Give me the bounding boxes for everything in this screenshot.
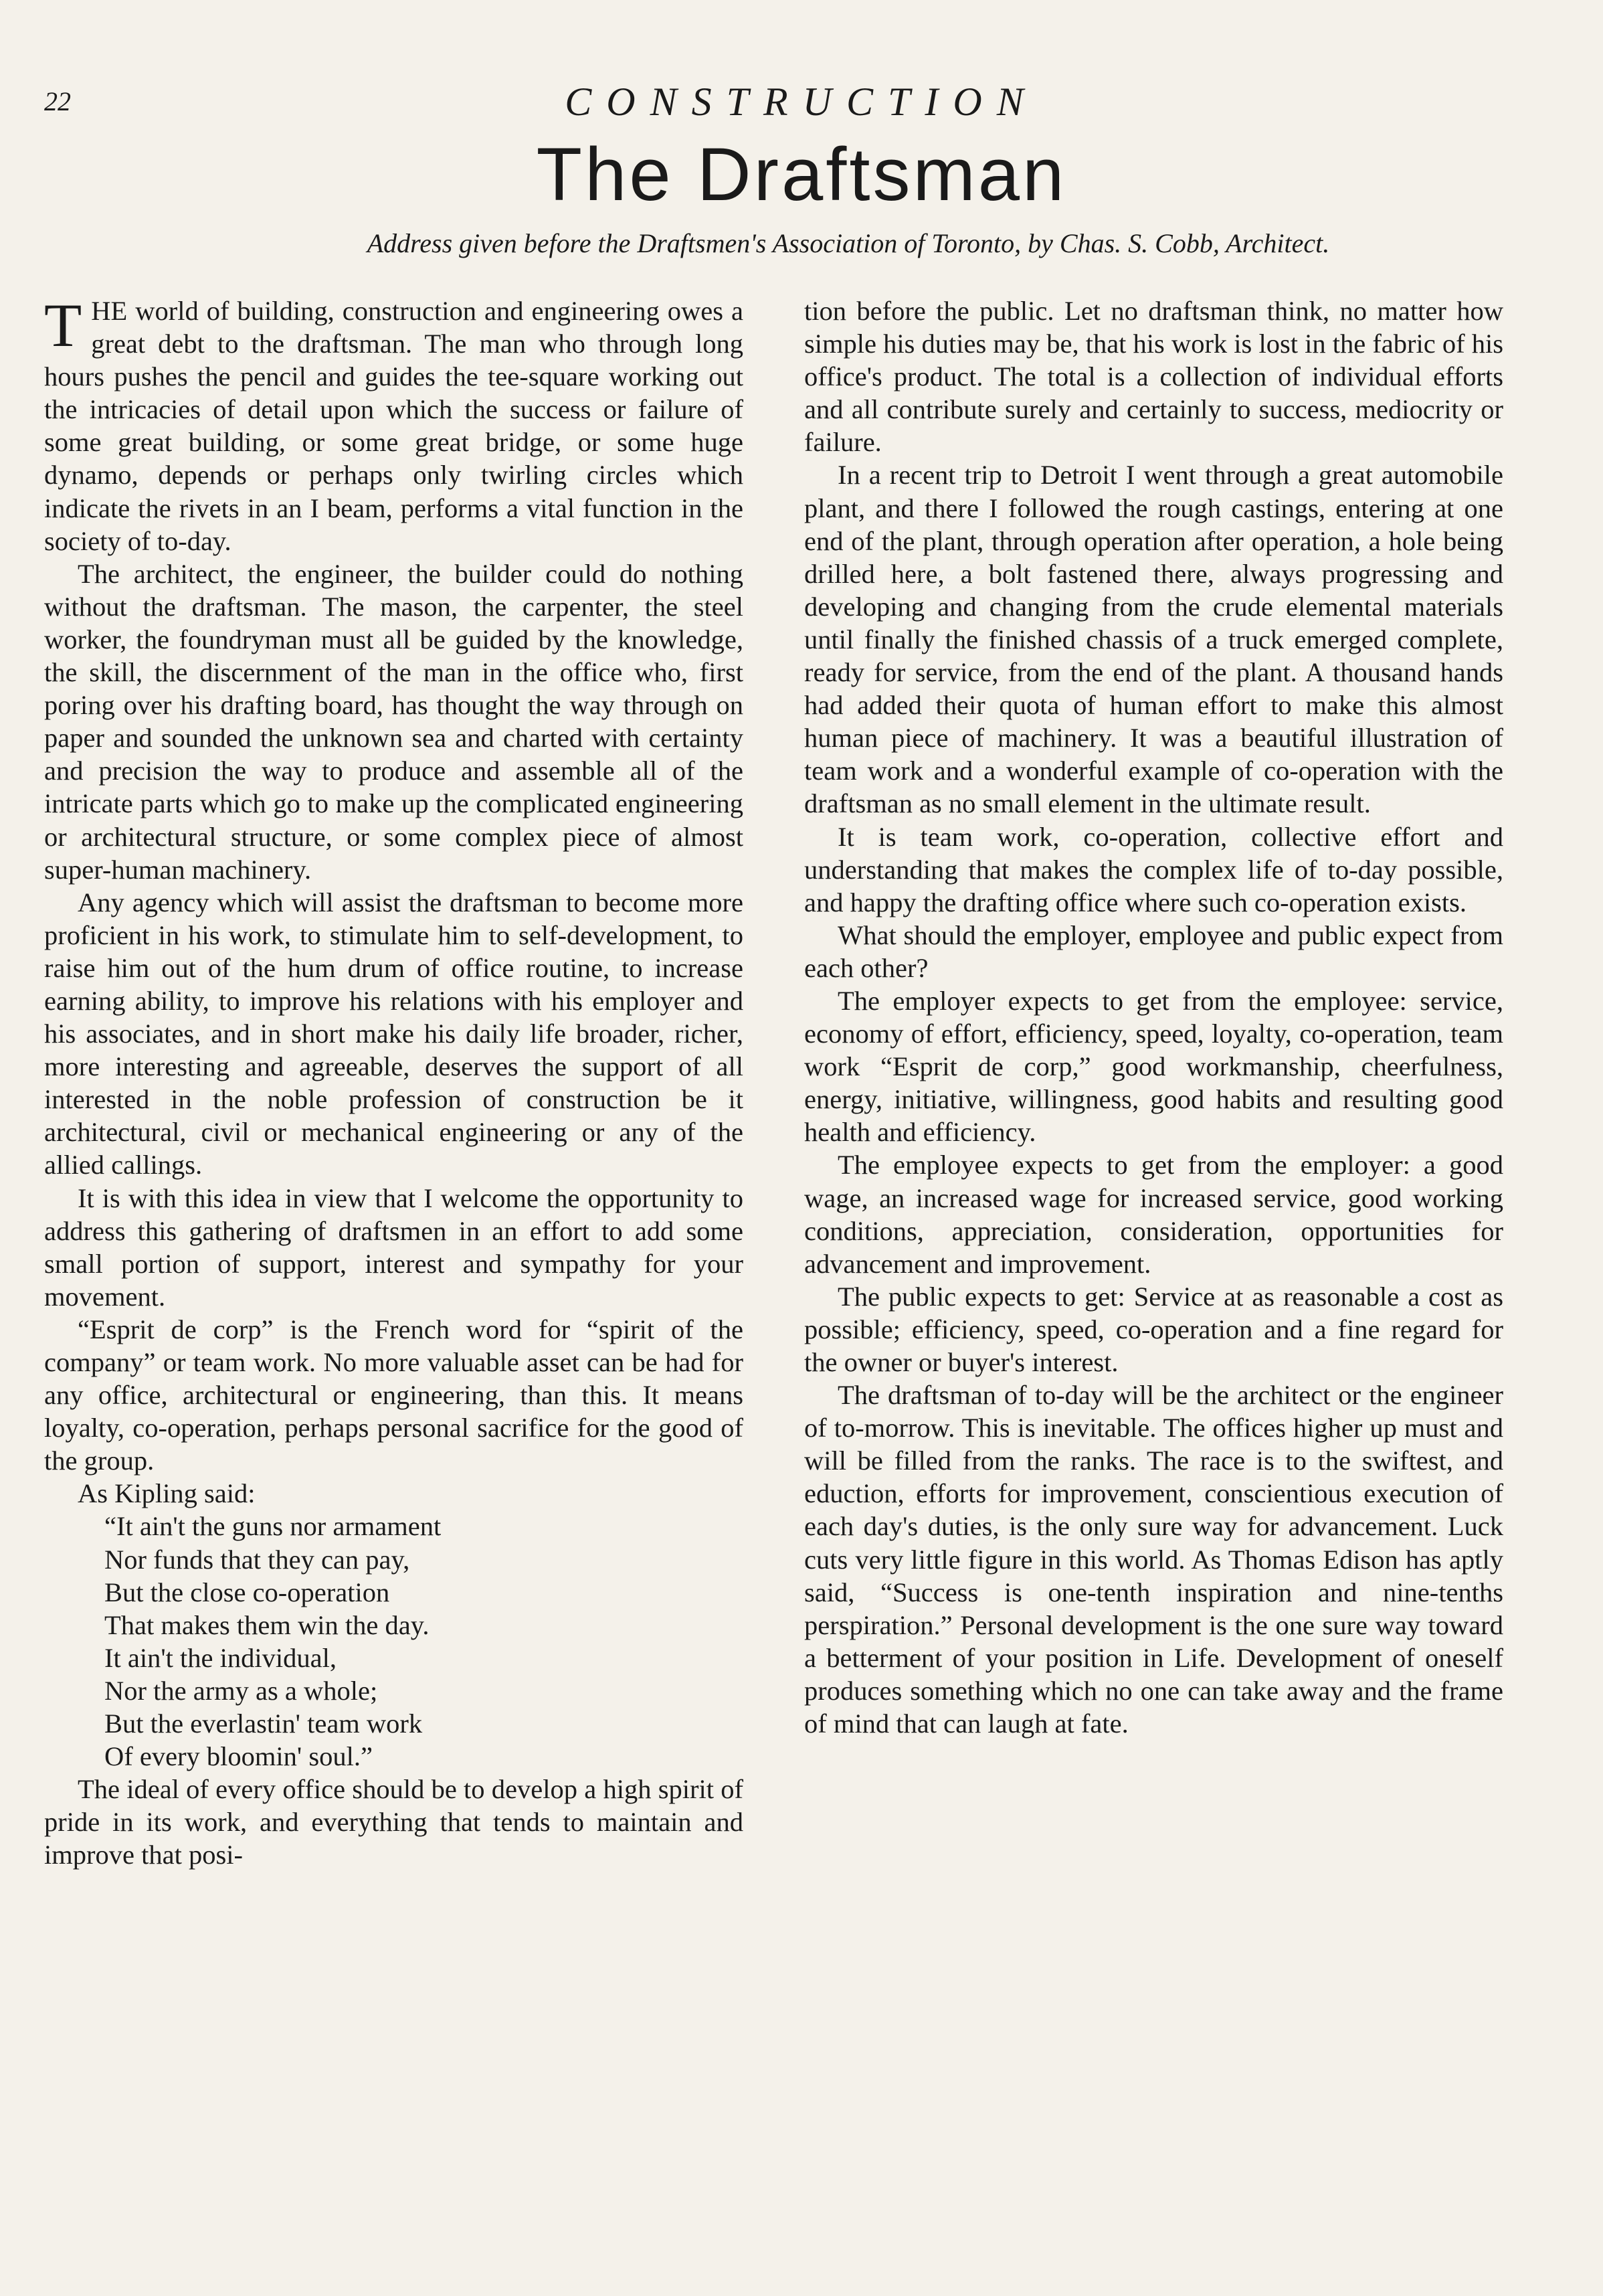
paragraph-employee: The employee expects to get from the employer: a good wage, an increased wage for increased service, good working conditions, appreciation, consideration, opportunities for advancement and improvement. [804,1150,1503,1279]
paragraph-1 [44,291,743,557]
paragraph-4: It is with this idea in view that I welcome the opportunity to address this gathering of draftsmen in an effort to add some small portion of support, interest and sympathy for your movement. [44,1182,743,1312]
kipling-poem [104,1510,743,1773]
paragraph-draftsman-future: The draftsman of to-day will be the architect or the engineer of to-morrow. This is inevitable. The offices higher up must and will be filled from the ranks. The race is to the swiftest, and eduction, efforts for improvement, conscientious execution of each day's duties, is the only sure way for advancement. Luck cuts very little figure in this world. As Thomas Edison has aptly said, “Success is one-tenth inspiration and nine-tenths perspiration.” Personal development is the one sure way toward a betterment of your position in Life. Development of oneself produces something which no one can take away and the frame of mind that can laugh at fate. [804,1380,1503,1739]
poem-line: It ain't the individual, [104,1642,337,1673]
paragraph-2: The architect, the engineer, the builder could do nothing without the draftsman. The mason, the carpenter, the steel worker, the foundryman must all be guided by the knowledge, the skill, the discernment of the man in the office who, first poring over his drafting board, has thought the way through on paper and sounded the unknown sea and charted with certainty and precision the way to produce and assemble all of the intricate parts which go to make up the complicated engineering or architectural structure, or some complex piece of almost super-human machinery. [44,558,743,885]
page-number: 22 [44,86,71,116]
paragraph-3: Any agency which will assist the draftsman to become more proficient in his work, to stimulate him to self-development, to raise him out of the hum drum of office routine, to increase earning ability, to improve his relations with his employer and his associates, and in short make his daily life broader, richer, more interesting and agreeable, deserves the support of all interested in the noble profession of construction be it architectural, civil or mechanical engineering or any of the allied callings. [44,887,743,1180]
poem-line: Nor the army as a whole; [104,1675,378,1706]
poem-line: Nor funds that they can pay, [104,1544,410,1575]
paragraph-1-text: HE world of building, construction and engineering owes a great debt to the draftsman. The man who through long hours pushes the pencil and guides the tee-square working out the intricacies of detail upon which the success or failure of some great building, or some great bridge, or some huge dynamo, depends or perhaps only twirling circles which indicate the rivets in an I beam, performs a vital function in the society of to-day. [44,296,743,556]
byline: Address given before the Draftsmen's Association of Toronto, by Chas. S. Cobb, Architect. [367,228,1330,258]
left-column [44,291,743,1872]
right-column [804,294,1503,1740]
running-head: CONSTRUCTION [565,80,1038,124]
paragraph-question: What should the employer, employee and public expect from each other? [804,919,1503,983]
poem-line: But the close co-operation [104,1577,390,1607]
paragraph-detroit: In a recent trip to Detroit I went through a great automobile plant, and there I followed the rough castings, entering at one end of the plant, through operation after operation, a hole being drilled here, a bolt fastened there, always progressing and developing and changing from the crude elemental materials until finally the finished chassis of a truck emerged complete, ready for service, from the end of the plant. A thousand hands had added their quota of human effort to make this almost human piece of machinery. It was a beautiful illustration of team work and a wonderful example of co-operation with the draftsman as no small element in the ultimate result. [804,460,1503,819]
poem-line: That makes them win the day. [104,1609,430,1640]
kipling-intro: As Kipling said: [78,1478,256,1509]
paragraph-team-work: It is team work, co-operation, collective effort and understanding that makes the complex life of to-day possible, and happy the drafting office where such co-operation exists. [804,821,1503,917]
paragraph-6: The ideal of every office should be to develop a high spirit of pride in its work, and everything that tends to maintain and improve that posi- [44,1774,743,1870]
article-title: The Draftsman [536,133,1067,216]
poem-line: But the everlastin' team work [104,1708,423,1739]
paragraph-employer: The employer expects to get from the employee: service, economy of effort, efficiency, speed, loyalty, co-operation, team work “Esprit de corp,” good workmanship, cheerfulness, energy, initiative, willingness, good habits and resulting good health and efficiency. [804,985,1503,1148]
paragraph-continued: tion before the public. Let no draftsman think, no matter how simple his duties may be, that his work is lost in the fabric of his office's product. The total is a collection of individual efforts and all contribute surely and certainly to success, mediocrity or failure. [804,296,1503,458]
poem-line: Of every bloomin' soul.” [104,1741,373,1772]
paragraph-public: The public expects to get: Service at as reasonable a cost as possible; efficiency, speed, co-operation and a fine regard for the owner or buyer's interest. [804,1281,1503,1377]
poem-line: “It ain't the guns nor armament [104,1511,442,1542]
paragraph-5: “Esprit de corp” is the French word for “spirit of the company” or team work. No more valuable asset can be had for any office, architectural or engineering, than this. It means loyalty, co-operation, perhaps personal sacrifice for the good of the group. [44,1314,743,1476]
dropcap: T [44,291,82,359]
